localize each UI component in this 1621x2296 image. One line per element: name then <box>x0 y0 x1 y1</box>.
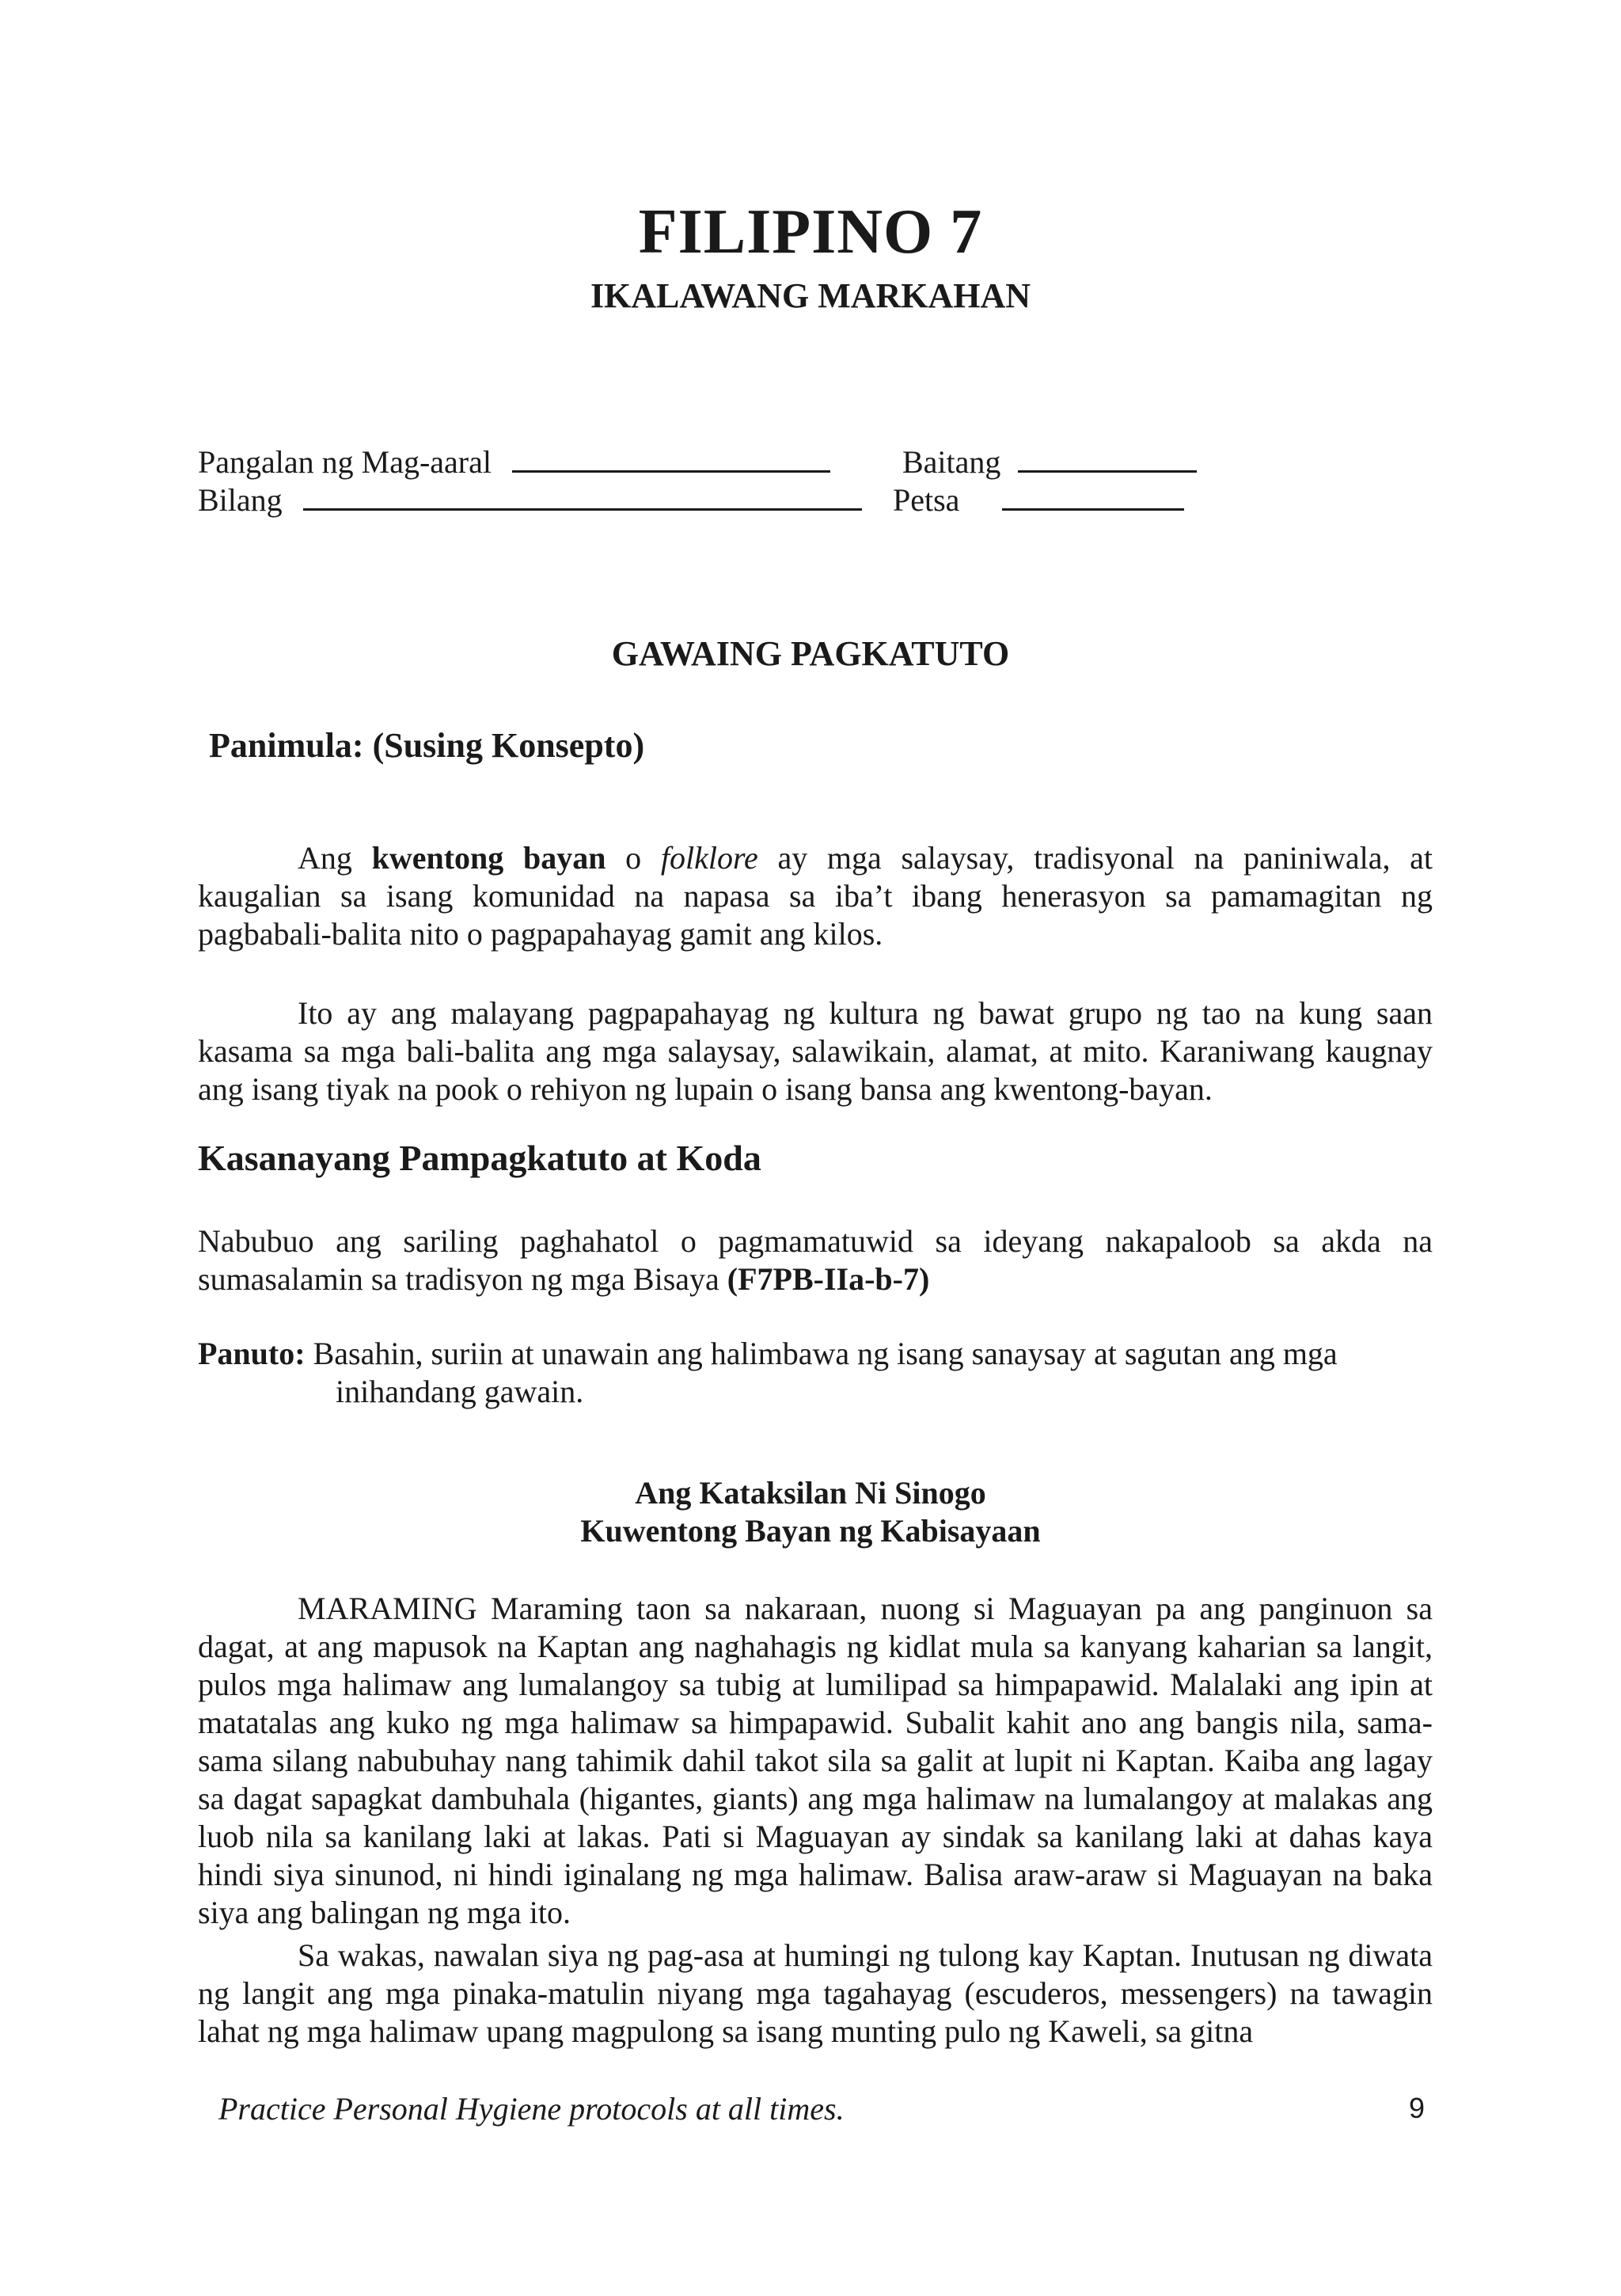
intro-p1-start: Ang <box>298 840 372 876</box>
date-blank[interactable] <box>1002 481 1184 511</box>
number-label: Bilang <box>198 482 283 518</box>
intro-p1-connector: o <box>606 840 661 876</box>
instructions <box>198 1335 1433 1411</box>
date-label: Petsa <box>893 482 960 518</box>
story-title: Ang Kataksilan Ni Sinogo <box>635 1475 986 1511</box>
number-blank[interactable] <box>303 481 862 511</box>
document-title: FILIPINO 7 <box>638 197 983 267</box>
story-paragraph-2: Sa wakas, nawalan siya ng pag-asa at humingi ng tulong kay Kaptan. Inutusan ng diwata ng langit ang mga pinaka-matulin niyang mga tagahayag (escuderos, messengers) na tawagin lahat ng mga halimaw upang magpulong sa isang munting pulo ng Kaweli, sa gitna <box>198 1937 1433 2049</box>
instructions-label: Panuto: <box>198 1336 306 1371</box>
document-subtitle: IKALAWANG MARKAHAN <box>590 276 1031 315</box>
student-name-label: Pangalan ng Mag-aaral <box>198 444 492 480</box>
intro-p1-folklore: folklore <box>660 840 758 876</box>
intro-p1-term: kwentong bayan <box>371 840 606 876</box>
intro-paragraph-2: Ito ay ang malayang pagpapahayag ng kultura ng bawat grupo ng tao na kung saan kasama sa mga bali-balita ang mga salaysay, salawikain, alamat, at mito. Karaniwang kaugnay ang isang tiyak na pook o rehiyon ng lupain o isang bansa ang kwentong-bayan. <box>198 995 1433 1107</box>
grade-row <box>902 443 1197 481</box>
intro-paragraph-1 <box>198 839 1433 953</box>
footer-note: Practice Personal Hygiene protocols at all times. <box>218 2091 845 2127</box>
competency-description: Nabubuo ang sariling paghahatol o pagmamatuwid sa ideyang nakapaloob sa akda na sumasalamin sa tradisyon ng mga Bisaya <box>198 1223 1433 1297</box>
intro-heading: Panimula: (Susing Konsepto) <box>209 726 645 765</box>
page-number: 9 <box>1409 2092 1425 2124</box>
story-subtitle: Kuwentong Bayan ng Kabisayaan <box>580 1513 1041 1549</box>
instructions-text: Basahin, suriin at unawain ang halimbawa ng isang sanaysay at sagutan ang mga <box>305 1336 1338 1371</box>
instructions-line-1 <box>198 1335 1433 1373</box>
number-row <box>198 481 862 519</box>
competency-heading: Kasanayang Pampagkatuto at Koda <box>198 1138 761 1178</box>
intro-p1-rest: ay mga salaysay, tradisyonal na paniniwala, at kaugalian sa isang komunidad na napasa sa iba’t ibang henerasyon sa pamamagitan ng pagbabali-balita nito o pagpapahayag gamit ang kilos. <box>198 840 1433 952</box>
instructions-line-2: inihandang gawain. <box>336 1374 584 1409</box>
student-name-row <box>198 443 830 481</box>
competency-code: (F7PB-IIa-b-7) <box>727 1261 930 1297</box>
grade-label: Baitang <box>902 444 1001 480</box>
student-name-blank[interactable] <box>512 443 830 473</box>
grade-blank[interactable] <box>1018 443 1197 473</box>
section-title: GAWAING PAGKATUTO <box>611 634 1010 673</box>
date-row <box>893 481 1184 519</box>
story-paragraph-1: MARAMING Maraming taon sa nakaraan, nuong si Maguayan pa ang panginuon sa dagat, at ang mapusok na Kaptan ang naghahagis ng kidlat mula sa kanyang kaharian sa langit, pulos mga halimaw ang lumalangoy sa tubig at lumilipad sa himpapawid. Malalaki ang ipin at matatalas ang kuko ng mga halimaw sa himpapawid. Subalit kahit ano ang bangis nila, sama-sama silang nabubuhay nang tahimik dahil takot sila sa galit at lupit ni Kaptan. Kaiba ang lagay sa dagat sapagkat dambuhala (higantes, giants) ang mga halimaw na lumalangoy at malakas ang luob nila sa kanilang laki at lakas. Pati si Maguayan ay sindak sa kanilang laki at dahas kaya hindi siya sinunod, ni hindi iginalang ng mga halimaw. Balisa araw-araw si Maguayan na baka siya ang balingan ng mga ito. <box>198 1591 1433 1930</box>
competency-text <box>198 1222 1433 1298</box>
